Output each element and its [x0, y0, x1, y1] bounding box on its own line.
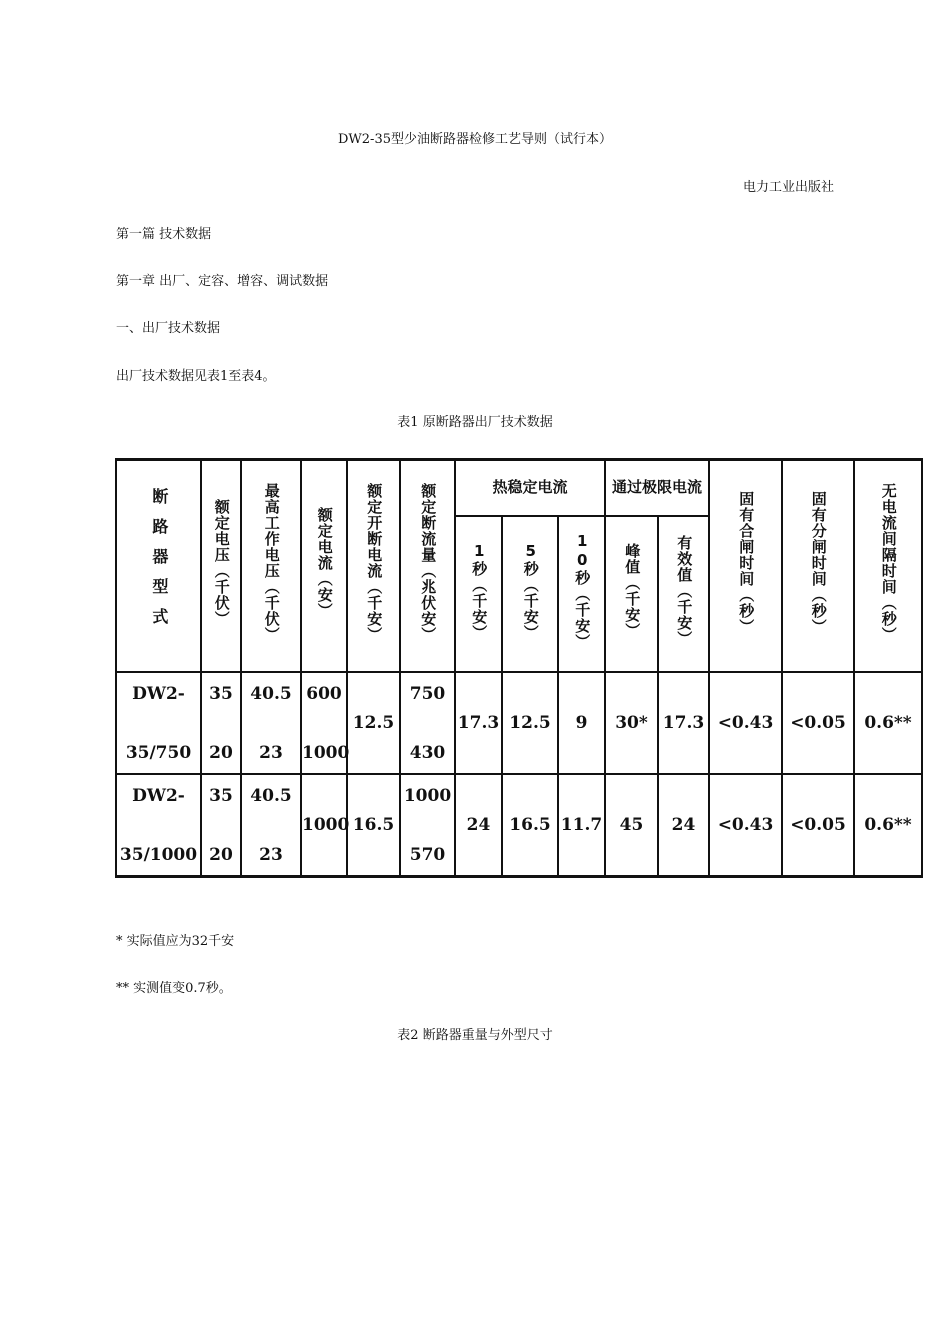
- cell-max-voltage: 40.5 23: [241, 774, 301, 877]
- header-max-voltage: 最高工作电压（千伏）: [241, 460, 301, 673]
- table-row: [116, 774, 922, 877]
- cell-model: DW2- 35/750: [116, 672, 201, 774]
- cell-rated-voltage: 35 20: [201, 672, 241, 774]
- header-rms: 有效值（千安）: [658, 516, 709, 672]
- header-thermal-1s: 1秒（千安）: [455, 516, 502, 672]
- publisher: 电力工业出版社: [742, 180, 834, 195]
- table1-caption: 表1 原断路器出厂技术数据: [397, 415, 553, 430]
- spec-table: [115, 458, 923, 878]
- table2-caption: 表2 断路器重量与外型尺寸: [397, 1028, 553, 1043]
- cell-breaking-current: 12.5: [347, 672, 400, 774]
- cell-peak: 45: [605, 774, 658, 877]
- cell-thermal-5s: 16.5: [502, 774, 558, 877]
- cell-close-time: <0.43: [709, 672, 782, 774]
- cell-max-voltage: 40.5 23: [241, 672, 301, 774]
- table-row: [116, 672, 922, 774]
- header-rated-breaking-capacity: 额定断流量（兆伏安）: [400, 460, 455, 673]
- header-peak: 峰值（千安）: [605, 516, 658, 672]
- header-thermal-5s: 5秒（千安）: [502, 516, 558, 672]
- part-heading: 第一篇 技术数据: [116, 227, 212, 242]
- cell-rated-voltage: 35 20: [201, 774, 241, 877]
- header-dead-time: 无电流间隔时间（秒）: [854, 460, 922, 673]
- header-model: 断路器型式: [116, 460, 201, 673]
- cell-thermal-1s: 17.3: [455, 672, 502, 774]
- header-thermal-10s: 10秒（千安）: [558, 516, 605, 672]
- header-rated-breaking-current: 额定开断电流（千安）: [347, 460, 400, 673]
- cell-rms: 24: [658, 774, 709, 877]
- cell-model: DW2- 35/1000: [116, 774, 201, 877]
- cell-rms: 17.3: [658, 672, 709, 774]
- footnote-1: * 实际值应为32千安: [116, 934, 235, 949]
- header-row-1: [116, 460, 922, 517]
- header-close-time: 固有合闸时间（秒）: [709, 460, 782, 673]
- cell-dead-time: 0.6**: [854, 672, 922, 774]
- header-open-time: 固有分闸时间（秒）: [782, 460, 854, 673]
- cell-breaking-current: 16.5: [347, 774, 400, 877]
- cell-close-time: <0.43: [709, 774, 782, 877]
- cell-open-time: <0.05: [782, 672, 854, 774]
- cell-thermal-10s: 9: [558, 672, 605, 774]
- footnote-2: ** 实测值变0.7秒。: [116, 981, 232, 996]
- header-limit-group: 通过极限电流: [605, 460, 709, 517]
- intro-paragraph: 出厂技术数据见表1至表4。: [116, 369, 276, 384]
- cell-thermal-10s: 11.7: [558, 774, 605, 877]
- header-rated-current: 额定电流（安）: [301, 460, 347, 673]
- cell-thermal-1s: 24: [455, 774, 502, 877]
- section-heading: 一、出厂技术数据: [116, 321, 221, 336]
- cell-dead-time: 0.6**: [854, 774, 922, 877]
- header-thermal-group: 热稳定电流: [455, 460, 605, 517]
- cell-breaking-capacity: 750 430: [400, 672, 455, 774]
- cell-rated-current: 1000: [301, 774, 347, 877]
- cell-rated-current: 600 1000: [301, 672, 347, 774]
- cell-open-time: <0.05: [782, 774, 854, 877]
- chapter-heading: 第一章 出厂、定容、增容、调试数据: [116, 274, 329, 289]
- cell-thermal-5s: 12.5: [502, 672, 558, 774]
- cell-peak: 30*: [605, 672, 658, 774]
- header-rated-voltage: 额定电压（千伏）: [201, 460, 241, 673]
- cell-breaking-capacity: 1000 570: [400, 774, 455, 877]
- document-title: DW2-35型少油断路器检修工艺导则（试行本）: [338, 132, 612, 147]
